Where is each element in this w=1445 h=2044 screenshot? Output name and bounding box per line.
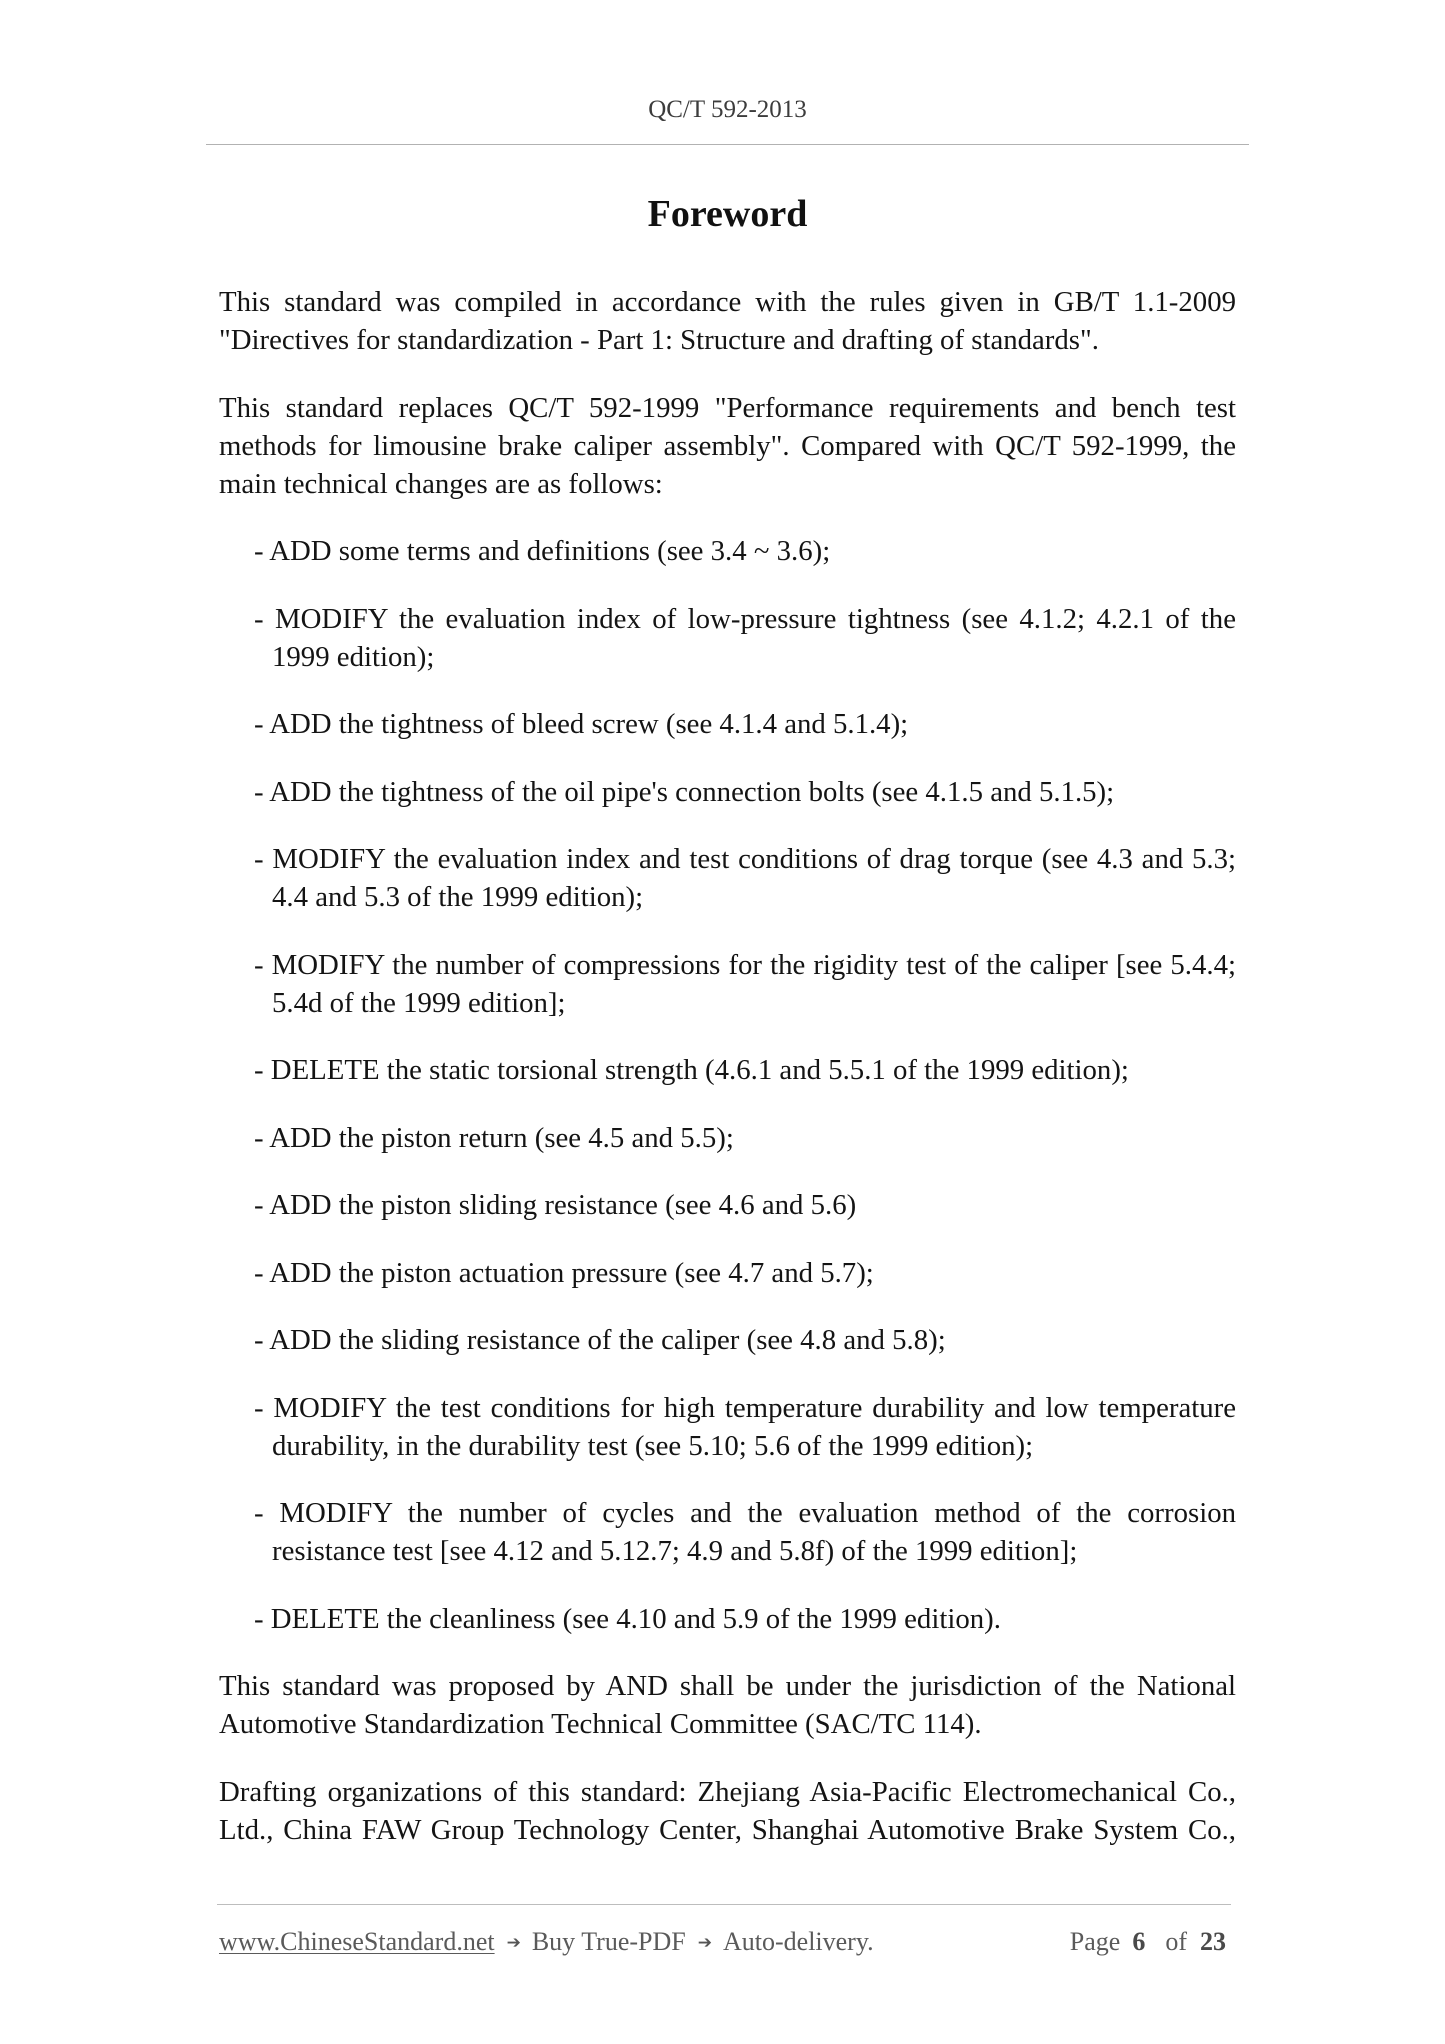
arrow-right-icon: ➔: [506, 1933, 521, 1953]
change-item: [254, 1321, 1236, 1359]
text-line: - ADD the tightness of bleed screw (see 4.1.4 and 5.1.4);: [254, 708, 909, 740]
total-pages-number: 23: [1200, 1927, 1226, 1956]
text-line: This standard was compiled in accordance with the rules given in GB/T 1.1-2009: [219, 286, 1236, 318]
text-line: 4.4 and 5.3 of the 1999 edition);: [272, 881, 644, 913]
header-divider: [206, 144, 1249, 145]
change-item: [254, 532, 1236, 570]
text-line: - MODIFY the evaluation index and test conditions of drag torque (see 4.3 and 5.3;: [254, 843, 1236, 875]
change-item: [254, 600, 1236, 676]
change-item: [254, 1254, 1236, 1292]
delivery-text: Auto-delivery.: [723, 1927, 874, 1956]
change-item: [254, 705, 1236, 743]
text-line: Automotive Standardization Technical Committee (SAC/TC 114).: [219, 1708, 982, 1740]
text-line: - ADD the tightness of the oil pipe's connection bolts (see 4.1.5 and 5.1.5);: [254, 775, 1115, 808]
page-label: Page: [1069, 1927, 1121, 1956]
change-item: [254, 946, 1236, 1022]
text-line: 5.4d of the 1999 edition];: [272, 986, 566, 1019]
footer-promo: [219, 1926, 874, 1961]
page-indicator: [1070, 1926, 1226, 1958]
intro-paragraph: [219, 389, 1236, 503]
text-line: 1999 edition);: [272, 640, 435, 673]
change-item: [254, 1119, 1236, 1157]
text-line: methods for limousine brake caliper assembly". Compared with QC/T 592-1999, the: [219, 429, 1236, 462]
text-line: Ltd., China FAW Group Technology Center, Shanghai Automotive Brake System Co.,: [219, 1813, 1236, 1846]
text-line: Drafting organizations of this standard: Zhejiang Asia-Pacific Electromechanical Co.,: [219, 1775, 1236, 1808]
change-item: [254, 1494, 1236, 1570]
text-line: - MODIFY the number of compressions for the rigidity test of the caliper [see 5.4.4;: [254, 948, 1236, 981]
text-line: This standard replaces QC/T 592-1999 "Performance requirements and bench test: [219, 391, 1236, 424]
technical-changes-list: [254, 532, 1236, 1638]
closing-paragraph: [219, 1773, 1236, 1849]
page-footer: [219, 1926, 1226, 1958]
text-line: main technical changes are as follows:: [219, 467, 663, 500]
text-line: - DELETE the static torsional strength (4.6.1 and 5.5.1 of the 1999 edition);: [254, 1054, 1129, 1086]
page-of-label: of: [1165, 1927, 1187, 1956]
page-title: Foreword: [647, 193, 808, 235]
change-item: [254, 1600, 1236, 1638]
text-line: - MODIFY the test conditions for high temperature durability and low temperature: [254, 1391, 1236, 1424]
text-line: - ADD the sliding resistance of the caliper (see 4.8 and 5.8);: [254, 1324, 946, 1356]
current-page-number: 6: [1132, 1927, 1146, 1956]
text-line: - ADD the piston return (see 4.5 and 5.5);: [254, 1121, 734, 1154]
change-item: [254, 840, 1236, 916]
text-line: resistance test [see 4.12 and 5.12.7; 4.9 and 5.8f) of the 1999 edition];: [272, 1535, 1078, 1567]
text-line: - ADD some terms and definitions (see 3.4 ~ 3.6);: [254, 535, 831, 567]
change-item: [254, 1389, 1236, 1465]
footer-divider: [217, 1904, 1231, 1905]
change-item: [254, 1051, 1236, 1089]
text-line: - MODIFY the number of cycles and the evaluation method of the corrosion: [254, 1497, 1236, 1529]
text-line: This standard was proposed by AND shall be under the jurisdiction of the National: [219, 1670, 1236, 1702]
document-number: QC/T 592-2013: [648, 96, 807, 123]
closing-paragraph: [219, 1667, 1236, 1743]
text-line: - DELETE the cleanliness (see 4.10 and 5.9 of the 1999 edition).: [254, 1602, 1001, 1635]
text-line: - MODIFY the evaluation index of low-pressure tightness (see 4.1.2; 4.2.1 of the: [254, 602, 1236, 635]
buy-text: Buy True-PDF: [531, 1927, 686, 1956]
foreword-body: [219, 283, 1236, 1878]
text-line: "Directives for standardization - Part 1: Structure and drafting of standards".: [219, 324, 1099, 356]
arrow-right-icon: ➔: [697, 1933, 712, 1953]
change-item: [254, 773, 1236, 811]
site-link[interactable]: www.ChineseStandard.net: [219, 1927, 495, 1956]
change-item: [254, 1186, 1236, 1224]
text-line: durability, in the durability test (see 5.10; 5.6 of the 1999 edition);: [272, 1429, 1034, 1462]
intro-paragraph: [219, 283, 1236, 359]
text-line: - ADD the piston sliding resistance (see 4.6 and 5.6): [254, 1189, 857, 1221]
text-line: - ADD the piston actuation pressure (see 4.7 and 5.7);: [254, 1256, 874, 1289]
